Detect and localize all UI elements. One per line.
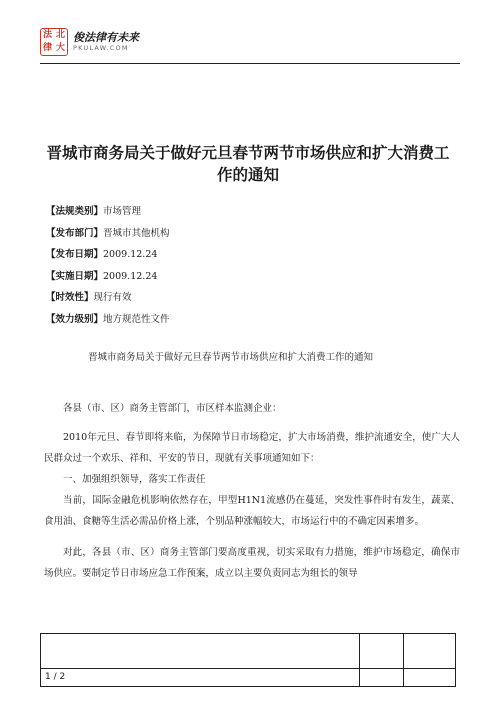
meta-label: 【发布部门】 [46, 227, 104, 239]
page-number: 1 / 2 [45, 672, 66, 682]
document-title [36, 142, 460, 186]
meta-value: 晋城市其他机构 [103, 227, 170, 239]
document-body [44, 398, 460, 584]
meta-value: 市场管理 [103, 206, 142, 217]
meta-value: 现行有效 [93, 292, 132, 303]
meta-label: 【实施日期】 [46, 270, 104, 282]
body-paragraph: 当前，国际金融危机影响依然存在，甲型H1N1流感仍在蔓延，突发性事件时有发生，蔬菜、食用油、食糖等生活必需品价格上涨，个别品种涨幅较大，市场运行中的不确定因素增多。 [44, 495, 460, 527]
meta-publish-date [46, 246, 466, 268]
meta-department [46, 225, 466, 247]
meta-validity [46, 289, 466, 311]
brand-slogan: 俊法律有未来 [73, 31, 139, 44]
body-paragraph: 各县（市、区）商务主管部门，市区样本监测企业： [63, 403, 282, 414]
logo-char: 法 [42, 30, 52, 40]
document-metadata [46, 203, 466, 332]
meta-value: 2009.12.24 [103, 249, 158, 260]
section-heading: 一、加强组织领导，落实工作责任 [63, 474, 206, 485]
document-subtitle: 晋城市商务局关于做好元旦春节两节市场供应和扩大消费工作的通知 [88, 352, 374, 363]
header-divider [40, 63, 460, 64]
meta-value: 2009.12.24 [103, 270, 158, 282]
title-line-2: 作的通知 [216, 166, 279, 184]
brand-domain: PKULAW.COM [73, 44, 129, 52]
body-paragraph: 对此，各县（市、区）商务主管部门要高度重视，切实采取有力措施，维护市场稳定，确保市场供应。要制定节日市场应急工作预案，成立以主要负责同志为组长的领导 [44, 547, 460, 579]
meta-label: 【时效性】 [46, 292, 94, 303]
pkulaw-logo [40, 28, 68, 56]
meta-level [46, 311, 466, 333]
meta-label: 【法规类别】 [46, 206, 104, 217]
site-header [40, 28, 460, 64]
logo-char: 律 [42, 43, 52, 53]
meta-label: 【发布日期】 [46, 249, 104, 260]
logo-char: 北 [55, 30, 65, 40]
meta-effective-date [46, 268, 466, 290]
body-paragraph: 2010年元旦、春节即将来临，为保障节日市场稳定，扩大市场消费，维护流通安全，使广大人民群众过一个欢乐、祥和、平安的节日，现就有关事项通知如下： [44, 432, 460, 464]
table-divider [359, 634, 360, 686]
title-line-1: 晋城市商务局关于做好元旦春节两节市场供应和扩大消费工 [46, 144, 450, 162]
table-divider [403, 634, 404, 686]
table-divider [41, 668, 455, 669]
logo-char: 大 [55, 43, 65, 53]
meta-label: 【效力级别】 [46, 313, 104, 325]
meta-value: 地方规范性文件 [103, 313, 170, 325]
page-footer-table [40, 633, 456, 687]
meta-category [46, 203, 466, 225]
